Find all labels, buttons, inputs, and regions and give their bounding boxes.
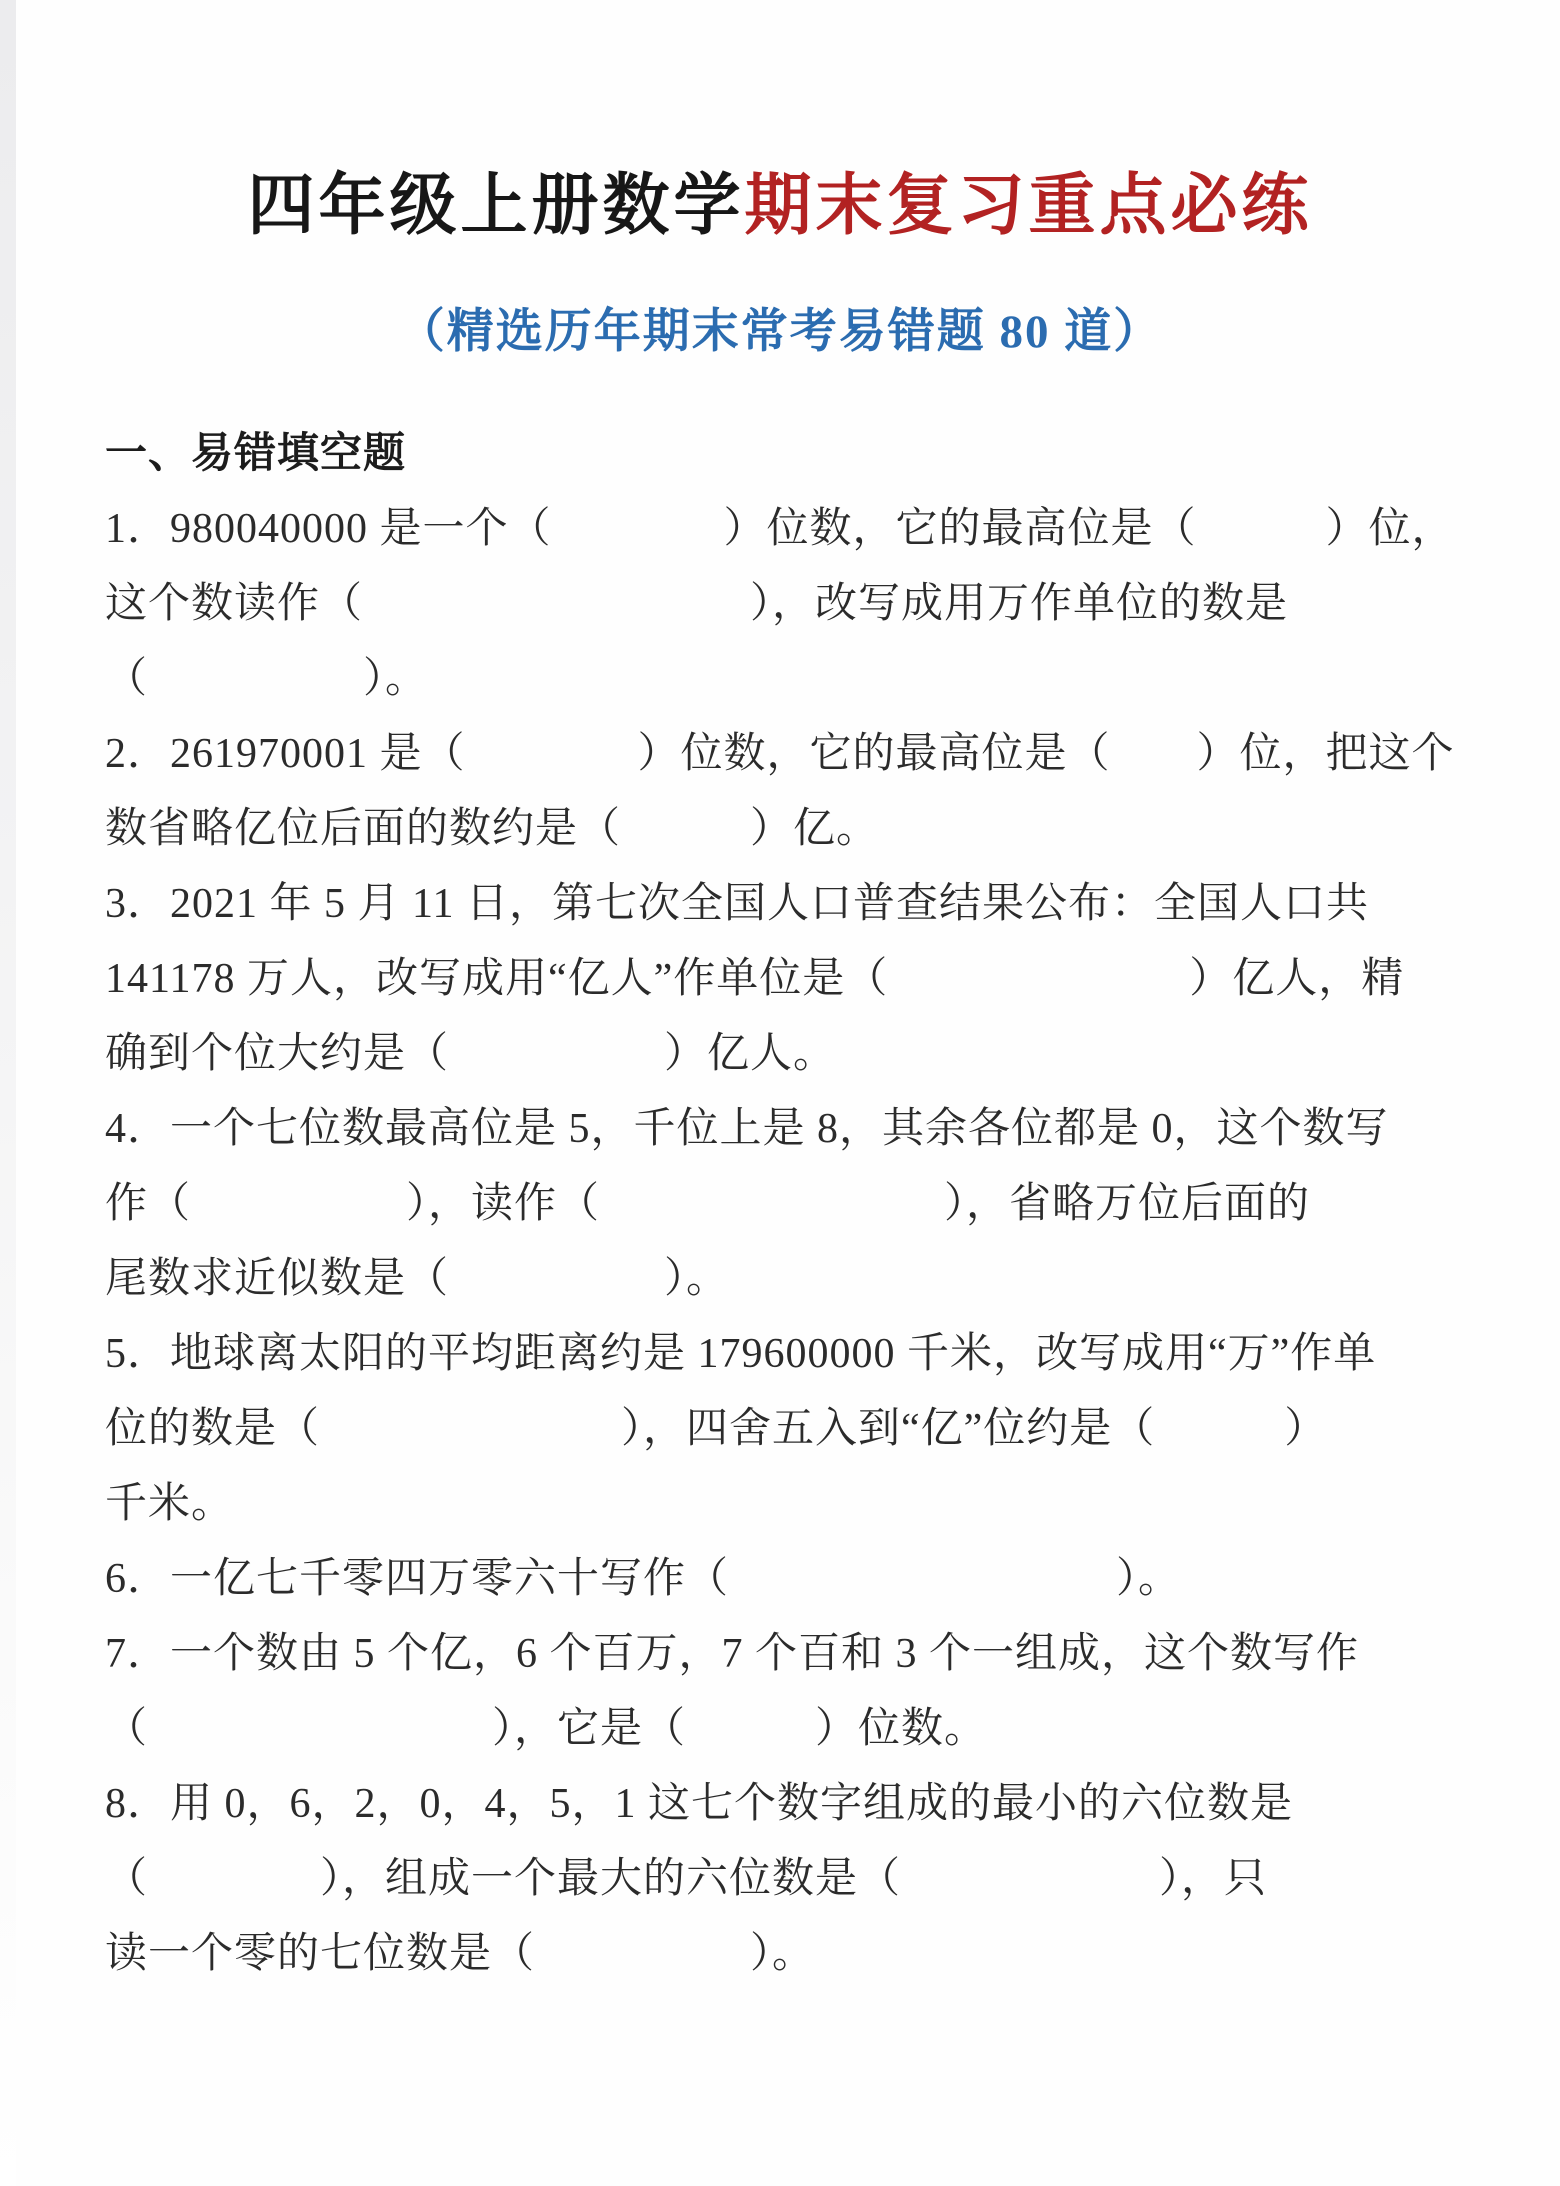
- page-subtitle: （精选历年期末常考易错题 80 道）: [397, 306, 1163, 358]
- question-line: 千米。: [105, 1481, 235, 1527]
- question-line: （ ），组成一个最大的六位数是（ ），只: [105, 1856, 1268, 1902]
- question-line: 6．一亿七千零四万零六十写作（ ）。: [105, 1556, 1182, 1602]
- question-line: 数省略亿位后面的数约是（ ）亿。: [105, 806, 880, 852]
- questions-section: [0, 417, 1560, 1992]
- question-line: 141178 万人，改写成用“亿人”作单位是（ ）亿人，精: [105, 956, 1405, 1002]
- question-line: 3．2021 年 5 月 11 日，第七次全国人口普查结果公布：全国人口共: [105, 881, 1369, 927]
- title-topic-part: 期末复习重点必练: [744, 169, 1313, 243]
- question-line: 尾数求近似数是（ ）。: [105, 1256, 730, 1302]
- question-line: 2．261970001 是（ ）位数，它的最高位是（ ）位，把这个: [105, 731, 1455, 777]
- question-line: 5．地球离太阳的平均距离约是 179600000 千米，改写成用“万”作单: [105, 1331, 1377, 1377]
- page-edge-shadow: [0, 0, 16, 2186]
- question-line: 8．用 0，6，2，0，4，5，1 这七个数字组成的最小的六位数是: [105, 1781, 1294, 1827]
- section-heading: 一、易错填空题: [105, 431, 407, 477]
- question-line: （ ）。: [105, 656, 429, 702]
- question-line: 确到个位大约是（ ）亿人。: [105, 1031, 837, 1077]
- question-line: 读一个零的七位数是（ ）。: [105, 1931, 816, 1977]
- question-line: 作（ ），读作（ ），省略万位后面的: [105, 1181, 1311, 1227]
- title-course-part: 四年级上册数学: [247, 169, 745, 243]
- question-line: 位的数是（ ），四舍五入到“亿”位约是（ ）: [105, 1406, 1328, 1452]
- question-line: 这个数读作（ ），改写成用万作单位的数是: [105, 581, 1289, 627]
- page-title: [0, 0, 1560, 242]
- question-line: 7．一个数由 5 个亿，6 个百万，7 个百和 3 个一组成，这个数写作: [105, 1631, 1360, 1677]
- question-line: 1．980040000 是一个（ ）位数，它的最高位是（ ）位，: [105, 506, 1455, 552]
- question-line: （ ），它是（ ）位数。: [105, 1706, 988, 1752]
- question-line: 4．一个七位数最高位是 5，千位上是 8，其余各位都是 0，这个数写: [105, 1106, 1389, 1152]
